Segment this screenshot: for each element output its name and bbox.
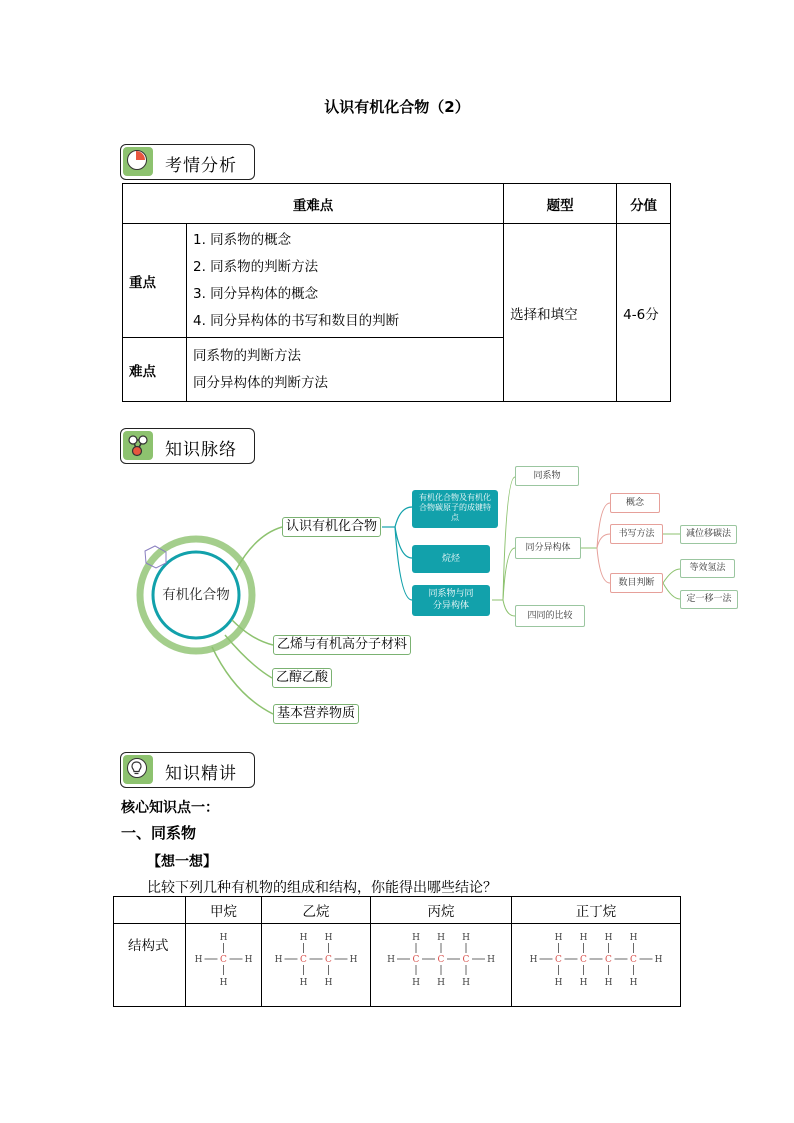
hydrogen-atom: H (219, 978, 228, 988)
structure-table (113, 896, 681, 1007)
node-writing: 书写方法 (610, 524, 663, 544)
hydrogen-atom: H (437, 978, 445, 988)
hydrogen-atom: H (412, 933, 420, 943)
carbon-atom: C (437, 955, 445, 965)
carbon-atom: C (605, 955, 612, 965)
hydrogen-atom: H (324, 978, 333, 988)
formula-ethane (262, 924, 371, 1007)
key-items: 1. 同系物的概念 2. 同系物的判断方法 3. 同分异构体的概念 4. 同分异构体的书写和数目的判断 (187, 224, 504, 338)
row-label-structure: 结构式 (114, 924, 186, 1007)
mind-map-center: 有机化合物 (162, 587, 230, 603)
formula-butane (512, 924, 681, 1007)
carbon-atom: C (220, 955, 227, 965)
carbon-atom: C (412, 955, 420, 965)
branch-ethylene: 乙烯与有机高分子材料 (273, 635, 411, 655)
hydrogen-atom: H (654, 955, 663, 965)
carbon-atom: C (555, 955, 562, 965)
hydrogen-atom: H (604, 933, 613, 943)
hydrogen-atom: H (604, 978, 613, 988)
branch-recognize: 认识有机化合物 (282, 517, 381, 537)
analysis-table (122, 183, 671, 402)
homolog-heading: 一、同系物 (121, 824, 197, 842)
hydrogen-atom: H (487, 955, 495, 965)
formula-propane (371, 924, 512, 1007)
type-value: 选择和填空 (504, 224, 617, 402)
question-text: 比较下列几种有机物的组成和结构，你能得出哪些结论？ (147, 880, 497, 896)
mind-map (0, 455, 794, 735)
carbon-atom: C (300, 955, 307, 965)
formula-methane (186, 924, 262, 1007)
pie-chart-icon (127, 150, 147, 170)
hydrogen-atom: H (554, 933, 563, 943)
hydrogen-atom: H (462, 933, 470, 943)
section-title: 知识精讲 (165, 764, 237, 784)
hydrogen-atom: H (529, 955, 538, 965)
hydrogen-atom: H (554, 978, 563, 988)
sub-alkane: 烷烃 (412, 545, 490, 573)
node-homolog: 同系物 (515, 466, 579, 486)
lightbulb-icon (127, 758, 147, 778)
think-label: 【想一想】 (147, 854, 217, 870)
branch-nutrition: 基本营养物质 (273, 704, 359, 724)
section-title: 知识脉络 (165, 440, 237, 460)
hydrogen-atom: H (244, 955, 253, 965)
node-concept: 概念 (610, 493, 660, 513)
difficult-label: 难点 (123, 338, 187, 402)
page-title: 认识有机化合物（2） (324, 98, 470, 116)
section-title: 考情分析 (165, 156, 237, 176)
hydrogen-atom: H (219, 933, 228, 943)
col-butane: 正丁烷 (512, 897, 681, 924)
node-isomer: 同分异构体 (515, 537, 581, 559)
section-header-analysis (120, 144, 255, 180)
carbon-atom: C (325, 955, 332, 965)
branch-ethanol: 乙醇乙酸 (272, 668, 332, 688)
hydrogen-atom: H (299, 978, 308, 988)
key-label: 重点 (123, 224, 187, 338)
header-key-difficult: 重难点 (123, 184, 504, 224)
carbon-atom: C (630, 955, 637, 965)
carbon-atom: C (580, 955, 587, 965)
node-method-1: 减位移碳法 (680, 525, 737, 544)
node-method-3: 定一移一法 (680, 590, 738, 609)
difficult-items: 同系物的判断方法 同分异构体的判断方法 (187, 338, 504, 402)
sub-homolog-isomer: 同系物与同分异构体 (412, 585, 490, 616)
hydrogen-atom: H (629, 933, 638, 943)
hydrogen-atom: H (579, 978, 588, 988)
hydrogen-atom: H (324, 933, 333, 943)
hydrogen-atom: H (387, 955, 395, 965)
col-ethane: 乙烷 (262, 897, 371, 924)
sub-carbon-bonding: 有机化合物及有机化合物碳原子的成键特点 (412, 490, 498, 528)
hydrogen-atom: H (412, 978, 420, 988)
hydrogen-atom: H (299, 933, 308, 943)
col-methane: 甲烷 (186, 897, 262, 924)
header-score: 分值 (617, 184, 671, 224)
hydrogen-atom: H (629, 978, 638, 988)
section-header-lecture (120, 752, 255, 788)
node-method-2: 等效氢法 (680, 559, 735, 578)
hydrogen-atom: H (579, 933, 588, 943)
col-propane: 丙烷 (371, 897, 512, 924)
node-comparison: 四同的比较 (515, 605, 585, 627)
node-counting: 数目判断 (610, 573, 663, 593)
hydrogen-atom: H (349, 955, 358, 965)
hydrogen-atom: H (437, 933, 445, 943)
core-point-label: 核心知识点一： (121, 800, 219, 816)
carbon-atom: C (462, 955, 470, 965)
hydrogen-atom: H (194, 955, 203, 965)
hydrogen-atom: H (462, 978, 470, 988)
header-type: 题型 (504, 184, 617, 224)
hydrogen-atom: H (274, 955, 283, 965)
score-value: 4-6分 (617, 224, 671, 402)
mind-map-connectors (0, 455, 794, 735)
